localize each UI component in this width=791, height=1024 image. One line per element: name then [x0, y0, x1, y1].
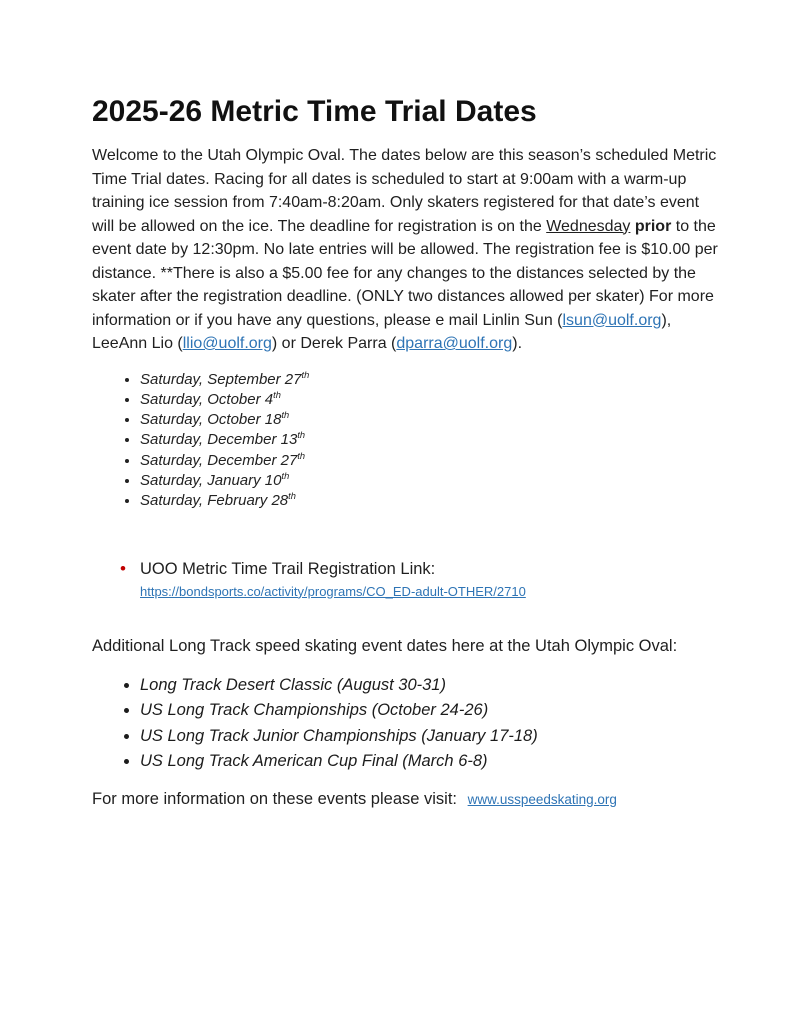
list-item [140, 451, 721, 471]
ordinal-suffix: th [273, 389, 281, 400]
ordinal-suffix: th [288, 491, 296, 502]
trial-date-list [92, 370, 721, 512]
text-run: Wednesday [546, 217, 631, 235]
list-item: • US Long Track Championships (October 24-26) [140, 698, 721, 724]
additional-events-heading: Additional Long Track speed skating event dates here at the Utah Olympic Oval: [92, 636, 678, 655]
list-item: • US Long Track American Cup Final (March 6-8) [140, 749, 721, 775]
red-bullet-icon: • [120, 558, 126, 578]
list-item-text: Saturday, September 27 [140, 370, 302, 388]
list-item [140, 491, 721, 511]
registration-body [140, 558, 526, 601]
registration-item [92, 558, 721, 601]
list-item-text: Saturday, January 10 [140, 471, 282, 489]
footer-line [92, 788, 721, 811]
text-run: ), LeeAnn Lio ( [92, 311, 672, 352]
registration-label: UOO Metric Time Trail Registration Link: [140, 559, 436, 578]
list-item-text: Saturday, October 4 [140, 390, 274, 408]
page-title: 2025-26 Metric Time Trial Dates [92, 95, 537, 128]
list-item [140, 370, 721, 390]
list-item [140, 430, 721, 450]
usspeedskating-link[interactable]: www.usspeedskating.org [467, 791, 617, 807]
email-link[interactable]: llio@uolf.org [182, 335, 272, 352]
list-item [140, 390, 721, 410]
list-item [140, 410, 721, 430]
list-item: • Long Track Desert Classic (August 30-31) [140, 673, 721, 699]
text-run: ) or Derek Parra ( [271, 335, 397, 352]
list-item-text: Saturday, February 28 [140, 492, 289, 510]
additional-event-list [92, 673, 721, 775]
list-item-text: Saturday, December 27 [140, 451, 298, 469]
text-run: to the event date by 12:30pm. No late entries will be allowed. The registration fee is $10.00 per distance. **There is also a $5.00 fee for any changes to the distances selected by the skater after the registration deadline. (ONLY two distances allowed per skater) For more information or if you have any questions, please e mail Linlin Sun ( [92, 217, 718, 329]
intro-paragraph [92, 144, 724, 356]
ordinal-suffix: th [297, 430, 306, 441]
ordinal-suffix: th [301, 369, 310, 380]
text-run: prior [634, 217, 672, 235]
list-item-text: Saturday, October 18 [140, 411, 282, 429]
text-run: Welcome to the Utah Olympic Oval. The dates below are this season’s scheduled Metric Time Trial dates. Racing for all dates is scheduled to start at 9:00am with a warm-up training ice session from 7:40am-8:20am. Only skaters registered for that date’s event will be allowed on the ice. The deadline for registration is on the [92, 147, 717, 235]
registration-link[interactable]: https://bondsports.co/activity/programs/CO_ED-adult-OTHER/2710 [140, 583, 526, 599]
email-link[interactable]: lsun@uolf.org [562, 311, 662, 329]
text-run: ). [512, 335, 523, 352]
ordinal-suffix: th [297, 450, 306, 461]
list-item [140, 471, 721, 491]
list-item: • US Long Track Junior Championships (January 17-18) [140, 724, 721, 750]
footer-text: For more information on these events please visit: [92, 789, 458, 808]
ordinal-suffix: th [281, 470, 290, 481]
ordinal-suffix: th [281, 410, 290, 421]
email-link[interactable]: dparra@uolf.org [396, 335, 513, 352]
list-item-text: Saturday, December 13 [140, 431, 298, 449]
